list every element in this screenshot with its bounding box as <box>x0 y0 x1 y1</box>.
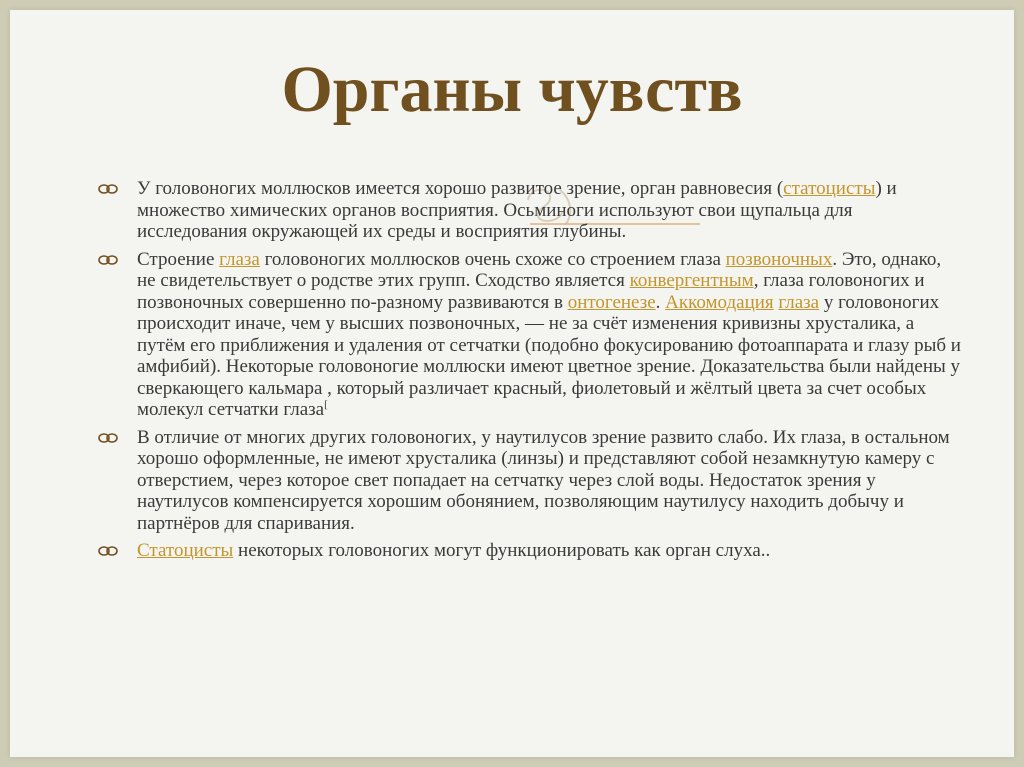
body-text: , глаза головоногих и позвоночных совершенно по-разному развиваются в <box>137 270 925 313</box>
text-link[interactable]: глаза <box>219 248 260 270</box>
text-link[interactable]: Аккомодация <box>665 291 774 313</box>
body-text: В отличие от многих других головоногих, у наутилусов зрение развито слабо. Их глаза, в остальном хорошо оформленные, не имеют хрусталика (линзы) и представляют собой незамкнутую камеру с отверстием, через которое свет попадает на сетчатку через слой воды. Недостаток зрения у наутилусов компенсируется хорошим обонянием, позволяющим наутилусу находить добычу и партнёров для спаривания. <box>137 426 950 534</box>
slide <box>10 10 1014 757</box>
text-link[interactable]: Статоцисты <box>137 540 234 561</box>
body-text: Строение <box>137 248 220 270</box>
interlocked-rings-icon <box>97 182 121 196</box>
bullet-item <box>92 540 962 562</box>
text-link[interactable]: онтогенезе <box>567 291 656 313</box>
body-text: . <box>655 291 666 313</box>
body-text: . Это, однако, не свидетельствует о родстве этих групп. Сходство является <box>137 248 942 291</box>
interlocked-rings-icon <box>97 253 121 267</box>
body-text: У головоногих моллюсков имеется хорошо развитое зрение, орган равновесия ( <box>137 178 784 199</box>
body-text: у головоногих происходит иначе, чем у высших позвоночных, — не за счёт изменения кривизны хрусталика, а путём его приближения и удаления от сетчатки (подобно фокусированию фотоаппарата и глазу рыб и амфибий). Некоторые головоногие моллюски имеют цветное зрение. Доказательства были найдены у сверкающего кальмара , который различает красный, фиолетовый и жёлтый цвета за счет особых молекул сетчатки глаза <box>137 291 961 420</box>
bullet-item <box>92 427 962 535</box>
text-link[interactable]: позвоночных <box>725 248 833 270</box>
interlocked-rings-icon <box>97 431 121 445</box>
bullet-list <box>92 178 962 568</box>
body-text: ) и множество химических органов восприятия. Осьминоги используют свои щупальца для исследования окружающей их среды и восприятия глубины. <box>137 178 897 242</box>
text-link[interactable]: глаза <box>778 291 820 313</box>
text-link[interactable]: конвергентным <box>629 270 754 291</box>
reference-marker: [ <box>324 398 328 411</box>
bullet-item <box>92 178 962 243</box>
body-text: головоногих моллюсков очень схоже со строением глаза <box>259 248 726 270</box>
slide-title: Органы чувств <box>281 53 743 126</box>
interlocked-rings-icon <box>97 544 121 558</box>
bullet-item <box>92 249 962 421</box>
body-text: некоторых головоногих могут функционировать как орган слуха.. <box>233 540 771 561</box>
text-link[interactable]: статоцисты <box>783 178 876 199</box>
